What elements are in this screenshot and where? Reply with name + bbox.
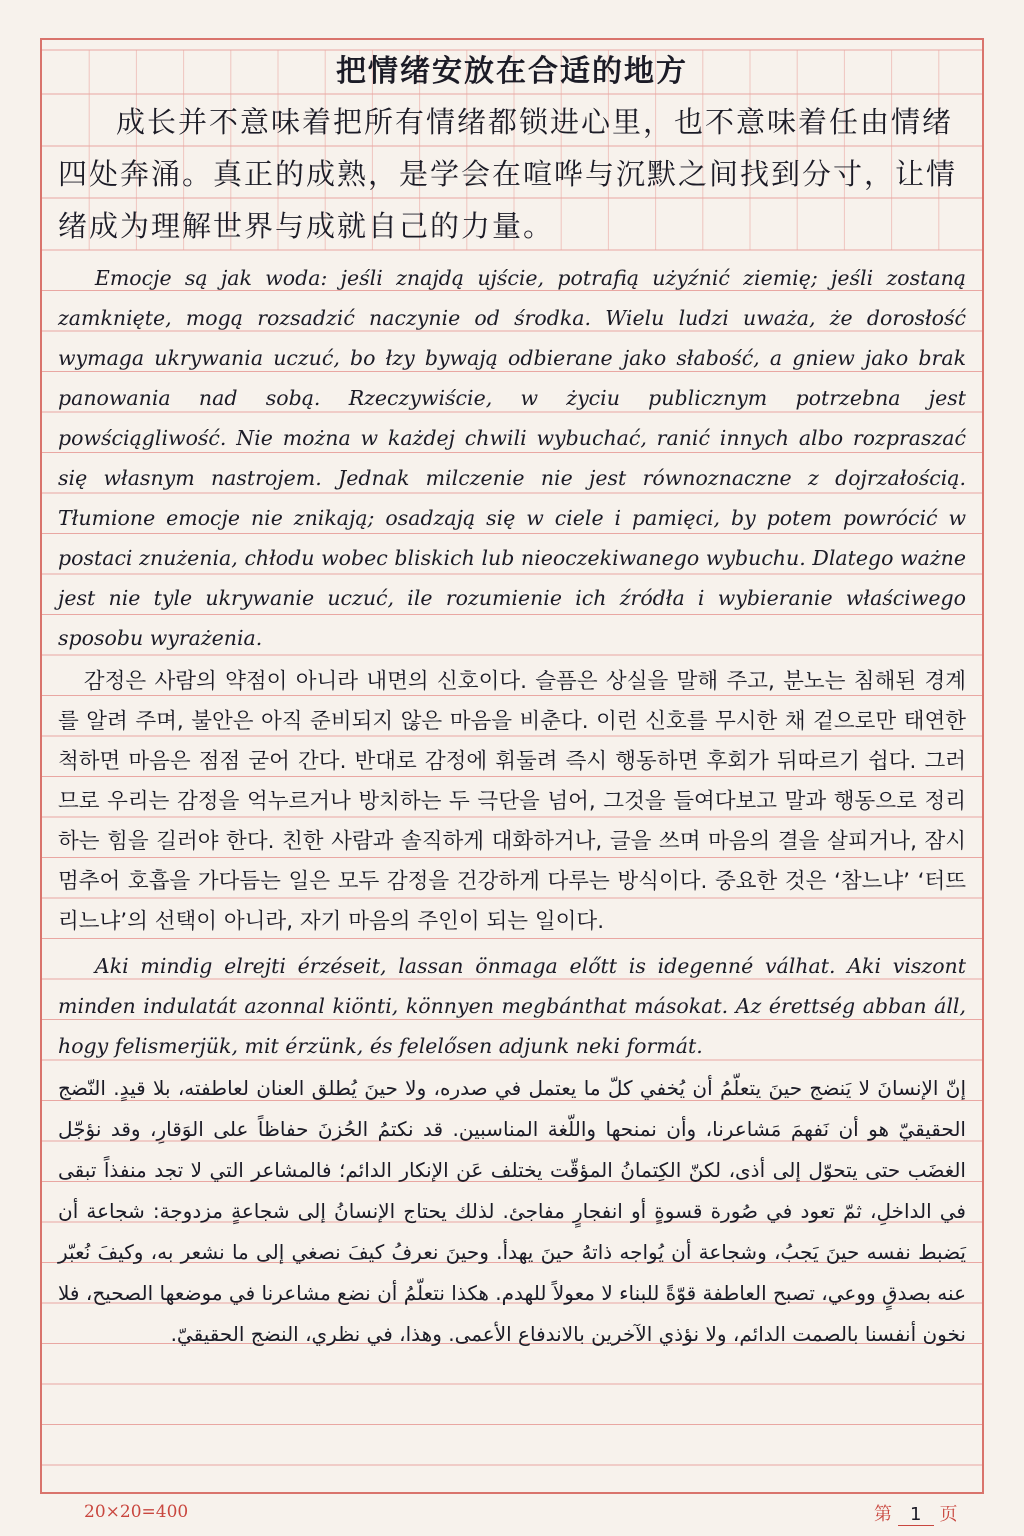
paragraph-polish: Emocje są jak woda: jeśli znajdą ujście, potrafią użyźnić ziemię; jeśli zostaną zamknięte, mogą rozsadzić naczynie od środka. Wielu ludzi uważa, że dorosłość wymaga ukrywania uczuć, bo łzy bywają odbierane jako słabość, a gniew jako brak panowania nad sobą. Rzeczywiście, w życiu publicznym potrzebna jest powściągliwość. Nie można w każdej chwili wybuchać, ranić innych albo rozpraszać się własnym nastrojem. Jednak milczenie nie jest równoznaczne z dojrzałością. Tłumione emocje nie znikają; osadzają się w ciele i pamięci, by potem powrócić w postaci znużenia, chłodu wobec bliskich lub nieoczekiwanego wybuchu. Dlatego ważne jest nie tyle ukrywanie uczuć, ile rozumienie ich źródła i wybieranie właściwego sposobu wyrażenia. xyxy=(58,266,966,650)
page-suffix: 页 xyxy=(939,1504,958,1525)
manuscript-frame xyxy=(40,38,984,1494)
paragraph-chinese: 成长并不意味着把所有情绪都锁进心里，也不意味着任由情绪四处奔涌。真正的成熟，是学会在喧哗与沉默之间找到分寸，让情绪成为理解世界与成就自己的力量。 xyxy=(58,105,958,243)
page-prefix: 第 xyxy=(874,1504,892,1525)
grid-size-label: 20×20=400 xyxy=(84,1502,189,1522)
page-number: 1 xyxy=(898,1504,934,1526)
manuscript-content xyxy=(58,50,966,1484)
page-number-label xyxy=(874,1500,957,1526)
paragraph-arabic: إنّ الإنسانَ لا يَنضج حينَ يتعلّمُ أن يُخفي كلّ ما يعتمل في صدره، ولا حينَ يُطلق العنان لعاطفته، بلا قيدٍ. النّضج الحقيقيّ هو أن نَفهمَ مَشاعرنا، وأن نمنحها واللّغة المناسبين. قد نكتمُ الحُزنَ حفاظاً على الوَقارِ، وقد نؤجّل الغضَب حتى يتحوّل إلى أذى، لكنّ الكِتمانُ المؤقّت يختلف عَن الإنكار الدائم؛ فالمشاعر التي لا تجد منفذاً تبقى في الداخلِ، ثمّ تعود في صُورة قسوةٍ أو انفجارٍ مفاجئ. لذلك يحتاج الإنسانُ إلى شجاعةٍ مزدوجة: شجاعة أن يَضبط نفسه حينَ يَجبُ، وشجاعة أن يُواجه ذاتهُ حينَ يهدأ. وحينَ نعرفُ كيفَ نصغي إلى ما نشعر به، وكيفَ نُعبّر عنه بصدقٍ ووعي، تصبح العاطفة قوّةً للبناء لا معولاً للهدم. هكذا نتعلّمُ أن نضع مشاعرنا في موضعها الصحيح، فلا نخون أنفسنا بالصمت الدائم، ولا نؤذي الآخرين بالاندفاع الأعمى. وهذا، في نظري، النضج الحقيقيّ. xyxy=(58,1076,966,1346)
paragraph-hungarian: Aki mindig elrejti érzéseit, lassan önmaga előtt is idegenné válhat. Aki viszont minden indulatát azonnal kiönti, könnyen megbánthat másokat. Az érettség abban áll, hogy felismerjük, mit érzünk, és felelősen adjunk neki formát. xyxy=(58,954,966,1058)
essay-title: 把情绪安放在合适的地方 xyxy=(336,54,688,89)
paragraph-korean: 감정은 사람의 약점이 아니라 내면의 신호이다. 슬픔은 상실을 말해 주고, 분노는 침해된 경계를 알려 주며, 불안은 아직 준비되지 않은 마음을 비춘다. 이런 신호를 무시한 채 겉으로만 태연한 척하면 마음은 점점 굳어 간다. 반대로 감정에 휘둘려 즉시 행동하면 후회가 뒤따르기 쉽다. 그러므로 우리는 감정을 억누르거나 방치하는 두 극단을 넘어, 그것을 들여다보고 말과 행동으로 정리하는 힘을 길러야 한다. 친한 사람과 솔직하게 대화하거나, 글을 쓰며 마음의 결을 살피거나, 잠시 멈추어 호흡을 가다듬는 일은 모두 감정을 건강하게 다루는 방식이다. 중요한 것은 ‘참느냐’ ‘터뜨리느냐’의 선택이 아니라, 자기 마음의 주인이 되는 일이다. xyxy=(58,669,966,934)
